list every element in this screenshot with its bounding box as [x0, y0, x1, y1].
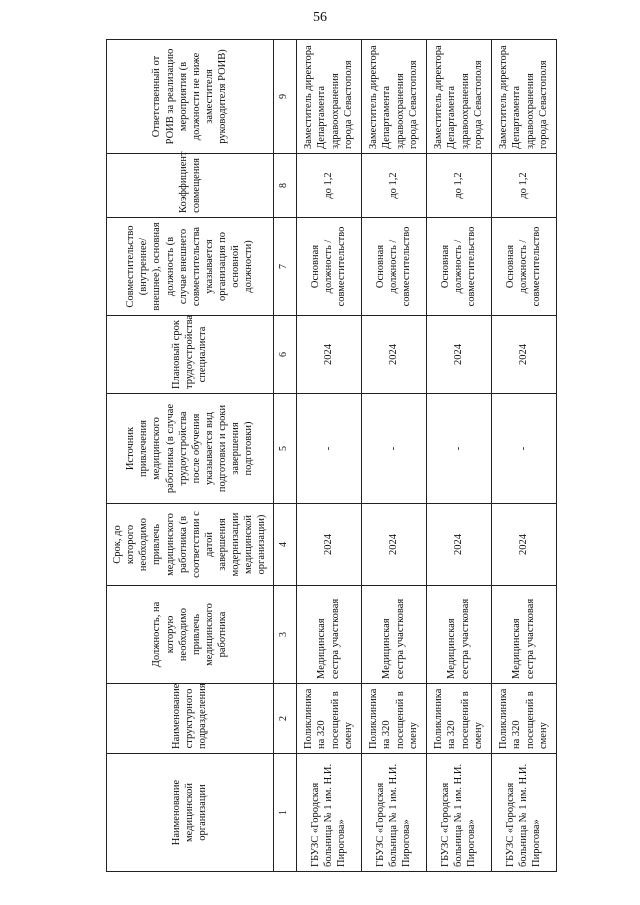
- column-number: 7: [273, 218, 296, 316]
- responsible-cell: Заместитель директора Департамента здравоохранения города Севастополя: [361, 40, 426, 154]
- employment-type-cell: Основная должность / совместительство: [296, 218, 361, 316]
- header-cell: Должность, на которую необходимо привлечь медицинского работника: [107, 586, 274, 684]
- source-cell: -: [491, 394, 556, 504]
- division-cell: Поликлиника на 320 посещений в смену: [491, 684, 556, 754]
- division-cell: Поликлиника на 320 посещений в смену: [296, 684, 361, 754]
- source-cell: -: [296, 394, 361, 504]
- position-cell: Медицинская сестра участковая: [361, 586, 426, 684]
- deadline-cell: 2024: [361, 504, 426, 586]
- coefficient-cell: до 1,2: [361, 154, 426, 218]
- table-row: [296, 40, 361, 872]
- header-cell: Источник привлечения медицинского работника (в случае трудоустройства после обучения указывается вид подготовки и сроки завершения подготовки): [107, 394, 274, 504]
- column-number-row: [273, 40, 296, 872]
- organization-cell: ГБУЗС «Городская больница № 1 им. Н.И. Пирогова»: [426, 754, 491, 872]
- column-number: 1: [273, 754, 296, 872]
- source-cell: -: [426, 394, 491, 504]
- position-cell: Медицинская сестра участковая: [426, 586, 491, 684]
- responsible-cell: Заместитель директора Департамента здравоохранения города Севастополя: [491, 40, 556, 154]
- planned-date-cell: 2024: [296, 316, 361, 394]
- header-cell: Наименование структурного подразделения: [107, 684, 274, 754]
- planned-date-cell: 2024: [491, 316, 556, 394]
- employment-type-cell: Основная должность / совместительство: [426, 218, 491, 316]
- table-row: [361, 40, 426, 872]
- planned-date-cell: 2024: [361, 316, 426, 394]
- column-number: 3: [273, 586, 296, 684]
- coefficient-cell: до 1,2: [491, 154, 556, 218]
- organization-cell: ГБУЗС «Городская больница № 1 им. Н.И. Пирогова»: [296, 754, 361, 872]
- table-row: [491, 40, 556, 872]
- staffing-table: [106, 39, 557, 872]
- organization-cell: ГБУЗС «Городская больница № 1 им. Н.И. Пирогова»: [361, 754, 426, 872]
- source-cell: -: [361, 394, 426, 504]
- deadline-cell: 2024: [426, 504, 491, 586]
- deadline-cell: 2024: [296, 504, 361, 586]
- responsible-cell: Заместитель директора Департамента здравоохранения города Севастополя: [296, 40, 361, 154]
- coefficient-cell: до 1,2: [296, 154, 361, 218]
- position-cell: Медицинская сестра участковая: [296, 586, 361, 684]
- table-row: [426, 40, 491, 872]
- planned-date-cell: 2024: [426, 316, 491, 394]
- column-number: 5: [273, 394, 296, 504]
- header-cell: Плановый срок трудоустройства специалиста: [107, 316, 274, 394]
- column-number: 6: [273, 316, 296, 394]
- column-number: 8: [273, 154, 296, 218]
- employment-type-cell: Основная должность / совместительство: [491, 218, 556, 316]
- division-cell: Поликлиника на 320 посещений в смену: [426, 684, 491, 754]
- column-number: 9: [273, 40, 296, 154]
- rotated-table-container: [106, 40, 549, 872]
- header-cell: Наименование медицинской организации: [107, 754, 274, 872]
- division-cell: Поликлиника на 320 посещений в смену: [361, 684, 426, 754]
- header-cell: Срок, до которого необходимо привлечь медицинского работника (в соответствии с датой завершения модернизации медицинской организации): [107, 504, 274, 586]
- position-cell: Медицинская сестра участковая: [491, 586, 556, 684]
- responsible-cell: Заместитель директора Департамента здравоохранения города Севастополя: [426, 40, 491, 154]
- deadline-cell: 2024: [491, 504, 556, 586]
- column-number: 2: [273, 684, 296, 754]
- header-row: [107, 40, 274, 872]
- header-cell: Коэффициент совмещения: [107, 154, 274, 218]
- coefficient-cell: до 1,2: [426, 154, 491, 218]
- header-cell: Ответственный от РОИВ за реализацию мероприятия (в должности не ниже заместителя руководителя РОИВ): [107, 40, 274, 154]
- header-cell: Совместительство (внутреннее/внешнее), основная должность (в случае внешнего совместительства указывается организация по основной должности): [107, 218, 274, 316]
- organization-cell: ГБУЗС «Городская больница № 1 им. Н.И. Пирогова»: [491, 754, 556, 872]
- page-number: 56: [313, 10, 327, 25]
- employment-type-cell: Основная должность / совместительство: [361, 218, 426, 316]
- column-number: 4: [273, 504, 296, 586]
